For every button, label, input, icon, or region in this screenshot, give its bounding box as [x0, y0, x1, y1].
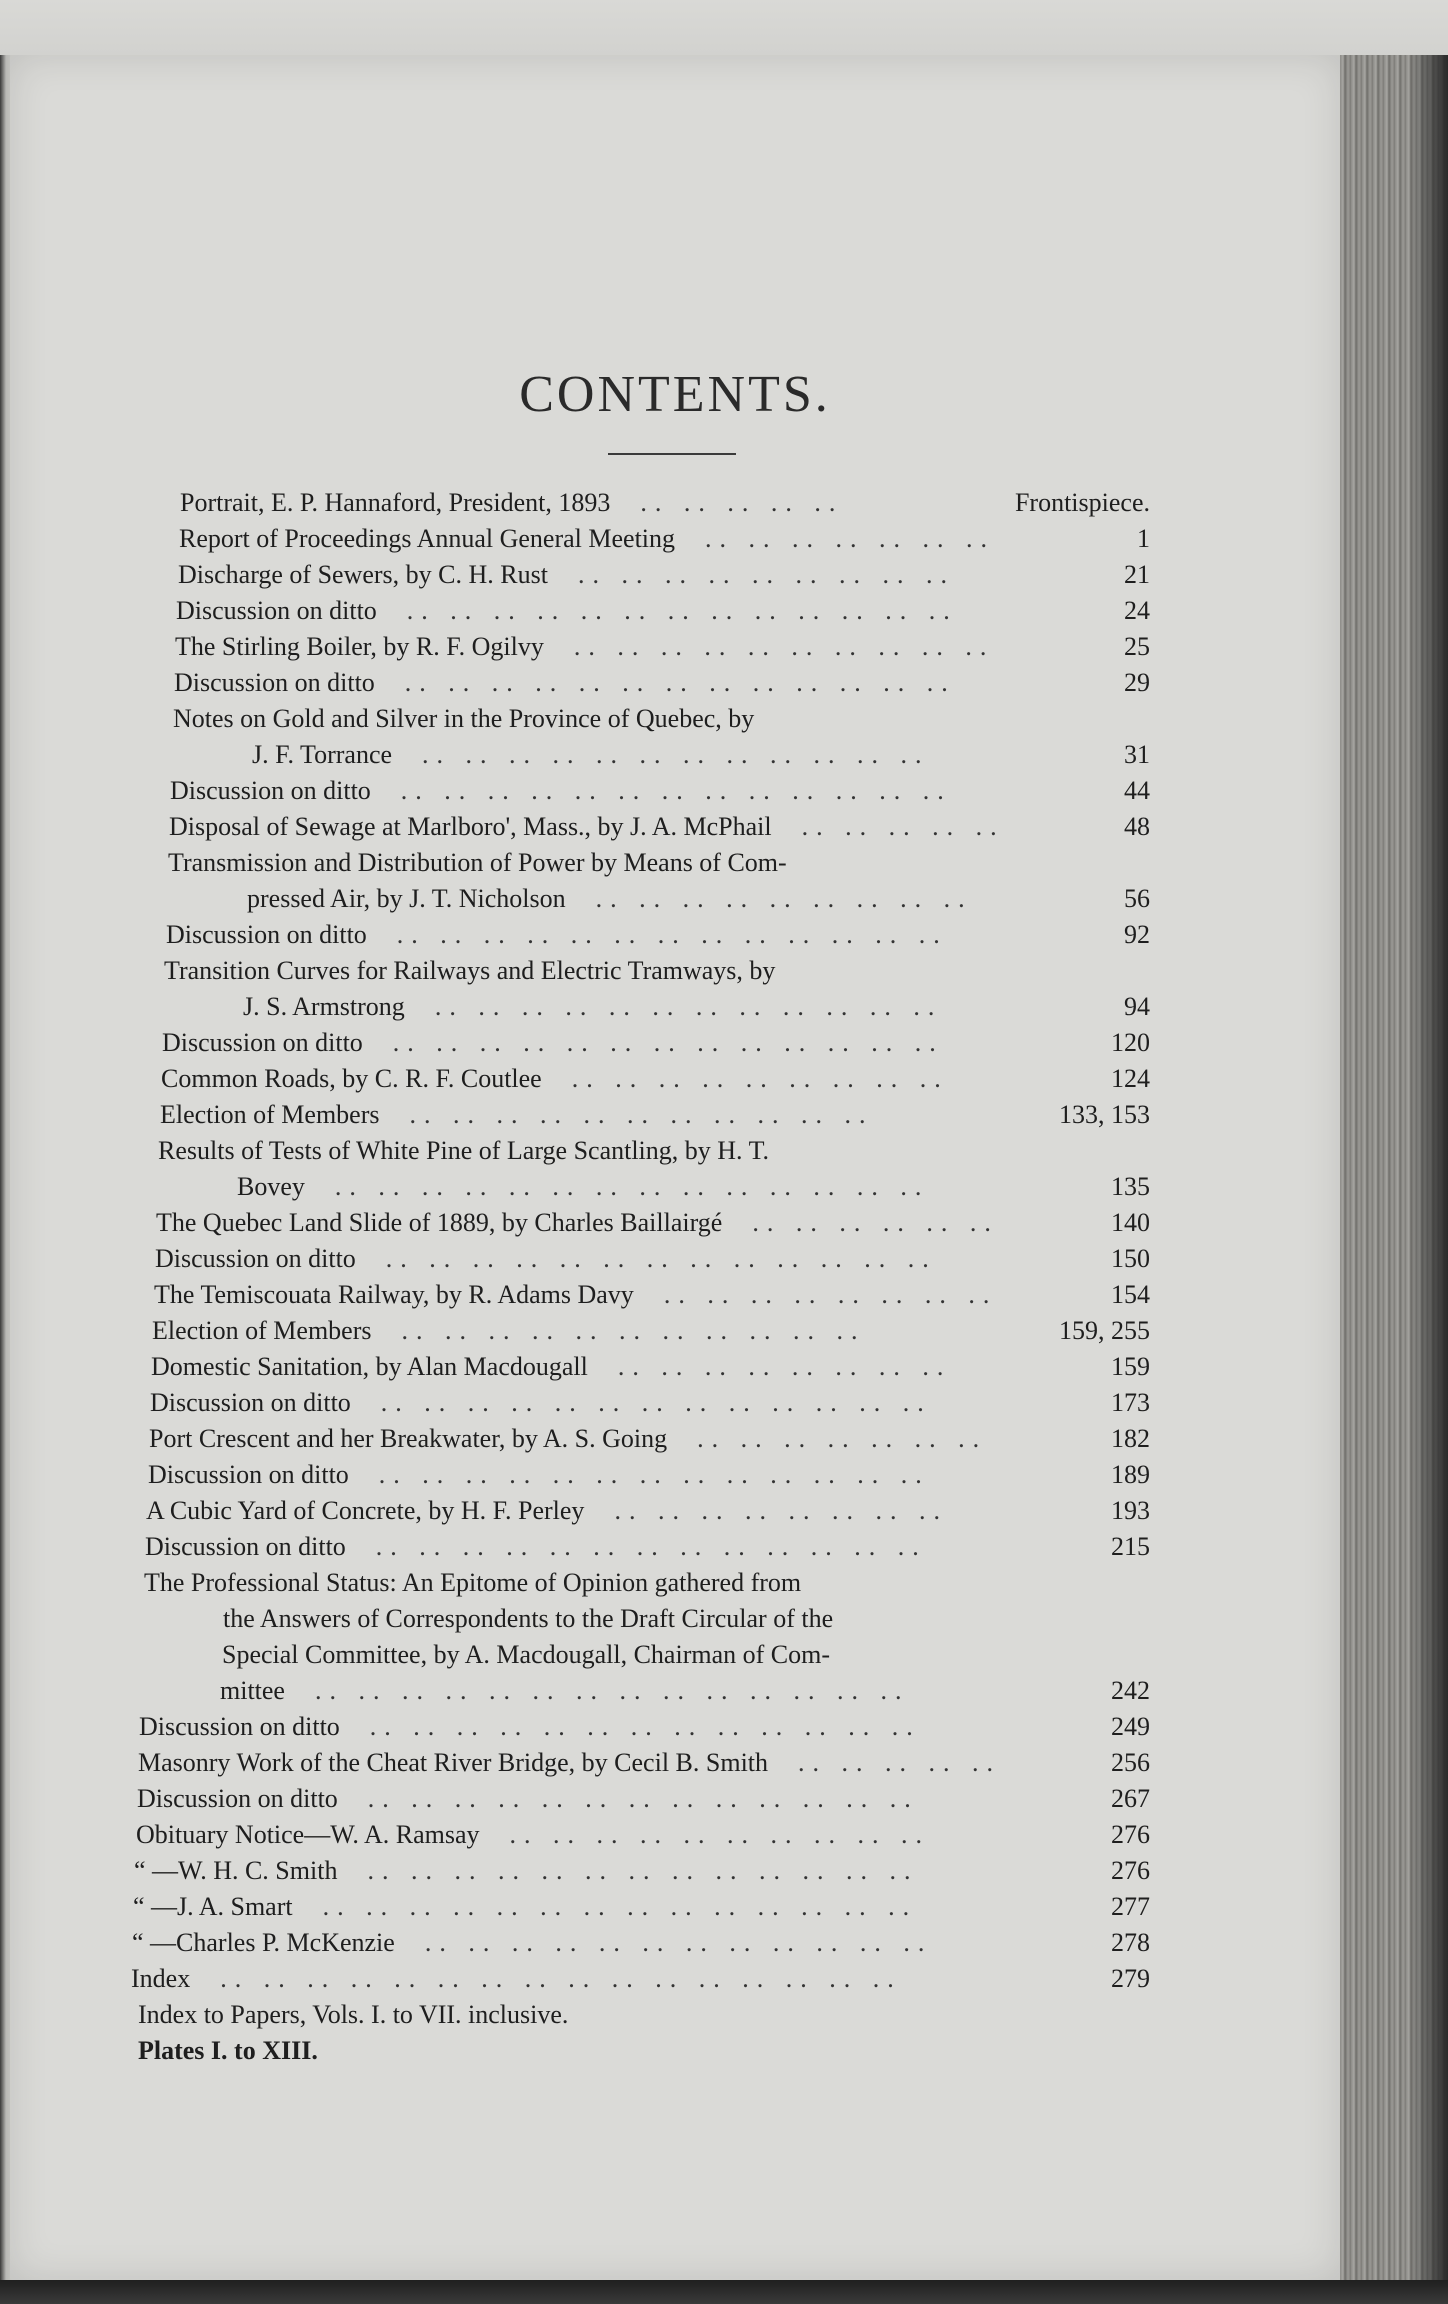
leader-dots: .. .. .. .. .. .. .. .. .. .. .. .. .. [404, 668, 956, 697]
leader-dots: .. .. .. .. .. .. .. .. .. .. .. .. .. [385, 1244, 937, 1273]
toc-entry-title: Transmission and Distribution of Power by Means of Com- [168, 848, 787, 877]
toc-entry [176, 593, 1150, 629]
leader-dots: .. .. .. .. .. .. .. .. .. .. .. .. .. [367, 1856, 919, 1885]
toc-entry [138, 1745, 1150, 1781]
leader-dots: .. .. .. .. .. .. .. .. .. .. .. .. .. [396, 920, 948, 949]
toc-entry-title: The Stirling Boiler, by R. F. Ogilvy [175, 632, 544, 661]
toc-entry-page: 193 [1111, 1496, 1150, 1525]
toc-entry-title: Domestic Sanitation, by Alan Macdougall [151, 1352, 588, 1381]
toc-entry [136, 1817, 1150, 1853]
toc-entry [237, 1169, 1150, 1205]
leader-dots: .. .. .. .. .. .. .. .. [617, 1352, 952, 1381]
leader-dots: .. .. .. .. .. .. .. .. .. .. .. .. .. [367, 1784, 919, 1813]
toc-entry-title: J. F. Torrance [252, 740, 393, 769]
toc-entry-title: “ —J. A. Smart [133, 1892, 293, 1921]
toc-entry [156, 1205, 1150, 1241]
index-to-papers-line: Index to Papers, Vols. I. to VII. inclusive. [138, 2000, 569, 2029]
leader-dots: .. .. .. .. .. .. .. [705, 524, 996, 553]
leader-dots: .. .. .. .. .. .. .. .. .. .. .. .. .. .. [322, 1892, 918, 1921]
toc-entry-title: “ —Charles P. McKenzie [132, 1928, 395, 1957]
leader-dots: .. .. .. .. .. .. .. .. .. [571, 1064, 949, 1093]
toc-entry [164, 953, 1150, 989]
leader-dots: .. .. .. .. .. .. .. .. .. .. .. .. .. [378, 1460, 930, 1489]
toc-entry [155, 1241, 1150, 1277]
toc-entry [174, 665, 1150, 701]
leader-dots: .. .. .. .. .. .. .. .. .. .. .. .. .. [375, 1532, 927, 1561]
leader-dots: .. .. .. .. .. .. .. .. .. [595, 884, 973, 913]
toc-entry [139, 1709, 1150, 1745]
toc-entry [148, 1457, 1150, 1493]
toc-entry [133, 1889, 1150, 1925]
page-stack-edge [1340, 55, 1448, 2280]
toc-entry [220, 1673, 1150, 1709]
toc-entry-page: 133, 153 [1059, 1100, 1150, 1129]
toc-entry-page: 31 [1124, 740, 1150, 769]
toc-entry-page: 48 [1124, 812, 1150, 841]
leader-dots: .. .. .. .. .. .. .. .. .. .. .. [401, 1316, 866, 1345]
toc-entry [146, 1493, 1150, 1529]
leader-dots: .. .. .. .. .. .. .. .. .. .. .. .. .. .. .. .. [220, 1964, 902, 1993]
toc-entry-title: Discussion on ditto [166, 920, 367, 949]
leader-dots: .. .. .. .. .. .. .. .. [663, 1280, 998, 1309]
leader-dots: .. .. .. .. .. .. .. .. .. .. .. .. .. [400, 776, 952, 805]
toc-entry-page: 24 [1124, 596, 1150, 625]
toc-entry-page: 29 [1124, 668, 1150, 697]
toc-entry-title: Discussion on ditto [155, 1244, 356, 1273]
toc-entry [144, 1565, 1150, 1601]
leader-dots: .. .. .. .. .. .. .. .. .. .. .. [409, 1100, 874, 1129]
leader-dots: .. .. .. .. .. .. .. .. .. .. .. .. .. [406, 596, 958, 625]
toc-entry [179, 521, 1150, 557]
toc-entry [243, 989, 1150, 1025]
toc-entry-page: 120 [1111, 1028, 1150, 1057]
toc-entry-page: 159, 255 [1059, 1316, 1150, 1345]
toc-entry [145, 1529, 1150, 1565]
toc-entry-page: 242 [1111, 1676, 1150, 1705]
toc-entry [132, 1925, 1150, 1961]
toc-entry-page: 277 [1111, 1892, 1150, 1921]
toc-entry [222, 1637, 1150, 1673]
toc-entry-title: Masonry Work of the Cheat River Bridge, by Cecil B. Smith [138, 1748, 769, 1777]
toc-entry-page: 159 [1111, 1352, 1150, 1381]
leader-dots: .. .. .. .. .. .. .. .. .. .. .. .. [422, 740, 930, 769]
leader-dots: .. .. .. .. .. .. .. .. .. .. .. .. .. [392, 1028, 944, 1057]
toc-entry [175, 629, 1150, 665]
toc-entry-title: Report of Proceedings Annual General Meeting [179, 524, 676, 553]
toc-entry [252, 737, 1150, 773]
scan-top-margin [0, 0, 1448, 55]
toc-entry-title: mittee [220, 1676, 285, 1705]
toc-entry-page: 1 [1137, 524, 1150, 553]
toc-entry [162, 1025, 1150, 1061]
toc-entry-page: 276 [1111, 1856, 1150, 1885]
toc-entry-title: The Professional Status: An Epitome of Opinion gathered from [144, 1568, 802, 1597]
toc-entry-title: J. S. Armstrong [243, 992, 405, 1021]
toc-entry-title: Portrait, E. P. Hannaford, President, 1893 [180, 488, 611, 517]
toc-entry-page: 92 [1124, 920, 1150, 949]
toc-entry-page: 135 [1111, 1172, 1150, 1201]
toc-entry-page: 21 [1124, 560, 1150, 589]
toc-entry-page: 182 [1111, 1424, 1150, 1453]
toc-entry [137, 1781, 1150, 1817]
toc-entry-title: Discussion on ditto [176, 596, 377, 625]
toc-entry [169, 809, 1150, 845]
toc-entry-page: 279 [1111, 1964, 1150, 1993]
leader-dots: .. .. .. .. .. .. .. .. .. .. [573, 632, 995, 661]
toc-entry [168, 845, 1150, 881]
toc-entry-page: 140 [1111, 1208, 1150, 1237]
toc-entry-page: 124 [1111, 1064, 1150, 1093]
toc-entry-title: pressed Air, by J. T. Nicholson [247, 884, 566, 913]
toc-entry-page: 25 [1124, 632, 1150, 661]
toc-entry [161, 1061, 1150, 1097]
toc-entry-page: 154 [1111, 1280, 1150, 1309]
toc-entry-page: 267 [1111, 1784, 1150, 1813]
toc-entry-page: 249 [1111, 1712, 1150, 1741]
book-page [10, 55, 1340, 2280]
table-of-contents [10, 55, 1340, 2280]
toc-entry [180, 485, 1150, 521]
toc-entry-title: A Cubic Yard of Concrete, by H. F. Perley [146, 1496, 585, 1525]
toc-entry-title: Election of Members [160, 1100, 380, 1129]
toc-entry [170, 773, 1150, 809]
toc-entry-title: Discussion on ditto [150, 1388, 351, 1417]
toc-entry-title: Discussion on ditto [145, 1532, 346, 1561]
toc-entry [151, 1349, 1150, 1385]
toc-entry-page: 56 [1124, 884, 1150, 913]
toc-entry-title: Discussion on ditto [148, 1460, 349, 1489]
toc-entry-title: Port Crescent and her Breakwater, by A. S. Going [149, 1424, 668, 1453]
toc-entry-title: Discharge of Sewers, by C. H. Rust [178, 560, 548, 589]
toc-entry [166, 917, 1150, 953]
leader-dots: .. .. .. .. .. .. .. .. [614, 1496, 948, 1525]
toc-entry [160, 1097, 1150, 1133]
leader-dots: .. .. .. .. .. .. .. .. .. .. .. .. .. .. [334, 1172, 930, 1201]
toc-entry [154, 1277, 1150, 1313]
leader-dots: .. .. .. .. .. .. .. .. .. .. .. .. [424, 1928, 933, 1957]
toc-entry [173, 701, 1150, 737]
toc-entry-page: 150 [1111, 1244, 1150, 1273]
toc-entry [223, 1601, 1150, 1637]
leader-dots: .. .. .. .. .. .. .. .. .. .. .. .. .. .. [314, 1676, 910, 1705]
toc-entry-title: Discussion on ditto [137, 1784, 338, 1813]
toc-entry [131, 1961, 1150, 1997]
toc-entry-title: Discussion on ditto [170, 776, 371, 805]
toc-entry-title: the Answers of Correspondents to the Draft Circular of the [223, 1604, 834, 1633]
toc-entry-page: Frontispiece. [1014, 488, 1150, 517]
toc-entry-title: Bovey [237, 1172, 305, 1201]
toc-entry [134, 1853, 1150, 1889]
toc-entry-page: 173 [1111, 1388, 1150, 1417]
toc-entry-title: “ —W. H. C. Smith [134, 1856, 338, 1885]
toc-entry [178, 557, 1150, 593]
toc-entry-title: The Temiscouata Railway, by R. Adams Davy [154, 1280, 634, 1309]
leader-dots: .. .. .. .. .. .. .. .. .. .. .. .. .. [380, 1388, 932, 1417]
toc-entry [247, 881, 1150, 917]
leader-dots: .. .. .. .. .. .. .. .. .. .. .. .. [434, 992, 943, 1021]
leader-dots: .. .. .. .. .. [640, 488, 844, 517]
toc-entry [150, 1385, 1150, 1421]
toc-entry-title: Index [131, 1964, 191, 1993]
toc-entry-title: Discussion on ditto [162, 1028, 363, 1057]
toc-entry [149, 1421, 1150, 1457]
toc-entry-page: 44 [1124, 776, 1150, 805]
scan-bottom-margin [0, 2280, 1448, 2304]
toc-entry-page: 94 [1124, 992, 1150, 1021]
toc-entry-title: Notes on Gold and Silver in the Province of Quebec, by [173, 704, 755, 733]
toc-entry-title: Disposal of Sewage at Marlboro', Mass., by J. A. McPhail [169, 812, 772, 841]
toc-entry [158, 1133, 1150, 1169]
toc-entry-title: Results of Tests of White Pine of Large Scantling, by H. T. [158, 1136, 770, 1165]
leader-dots: .. .. .. .. .. .. .. .. .. [577, 560, 955, 589]
leader-dots: .. .. .. .. .. .. .. .. .. .. .. .. .. [369, 1712, 921, 1741]
toc-entry-title: The Quebec Land Slide of 1889, by Charles Baillairgé [156, 1208, 723, 1237]
toc-entry-title: Obituary Notice—W. A. Ramsay [136, 1820, 480, 1849]
toc-entry-page: 189 [1111, 1460, 1150, 1489]
leader-dots: .. .. .. .. .. .. .. .. .. .. [509, 1820, 930, 1849]
toc-entry-title: Discussion on ditto [139, 1712, 340, 1741]
toc-entry-title: Discussion on ditto [174, 668, 375, 697]
toc-entry [152, 1313, 1150, 1349]
toc-entry-title: Transition Curves for Railways and Electric Tramways, by [164, 956, 776, 985]
leader-dots: .. .. .. .. .. [798, 1748, 1002, 1777]
toc-entry-title: Election of Members [152, 1316, 372, 1345]
page-title: CONTENTS. [519, 366, 831, 423]
toc-entry-title: Common Roads, by C. R. F. Coutlee [161, 1064, 542, 1093]
toc-entry-page: 256 [1111, 1748, 1150, 1777]
leader-dots: .. .. .. .. .. .. .. [697, 1424, 988, 1453]
leader-dots: .. .. .. .. .. [801, 812, 1005, 841]
plates-line: Plates I. to XIII. [138, 2036, 318, 2065]
leader-dots: .. .. .. .. .. .. [752, 1208, 999, 1237]
toc-entry-page: 278 [1111, 1928, 1150, 1957]
toc-entry-page: 215 [1111, 1532, 1150, 1561]
toc-entry-title: Special Committee, by A. Macdougall, Chairman of Com- [222, 1640, 831, 1669]
toc-entry-page: 276 [1111, 1820, 1150, 1849]
